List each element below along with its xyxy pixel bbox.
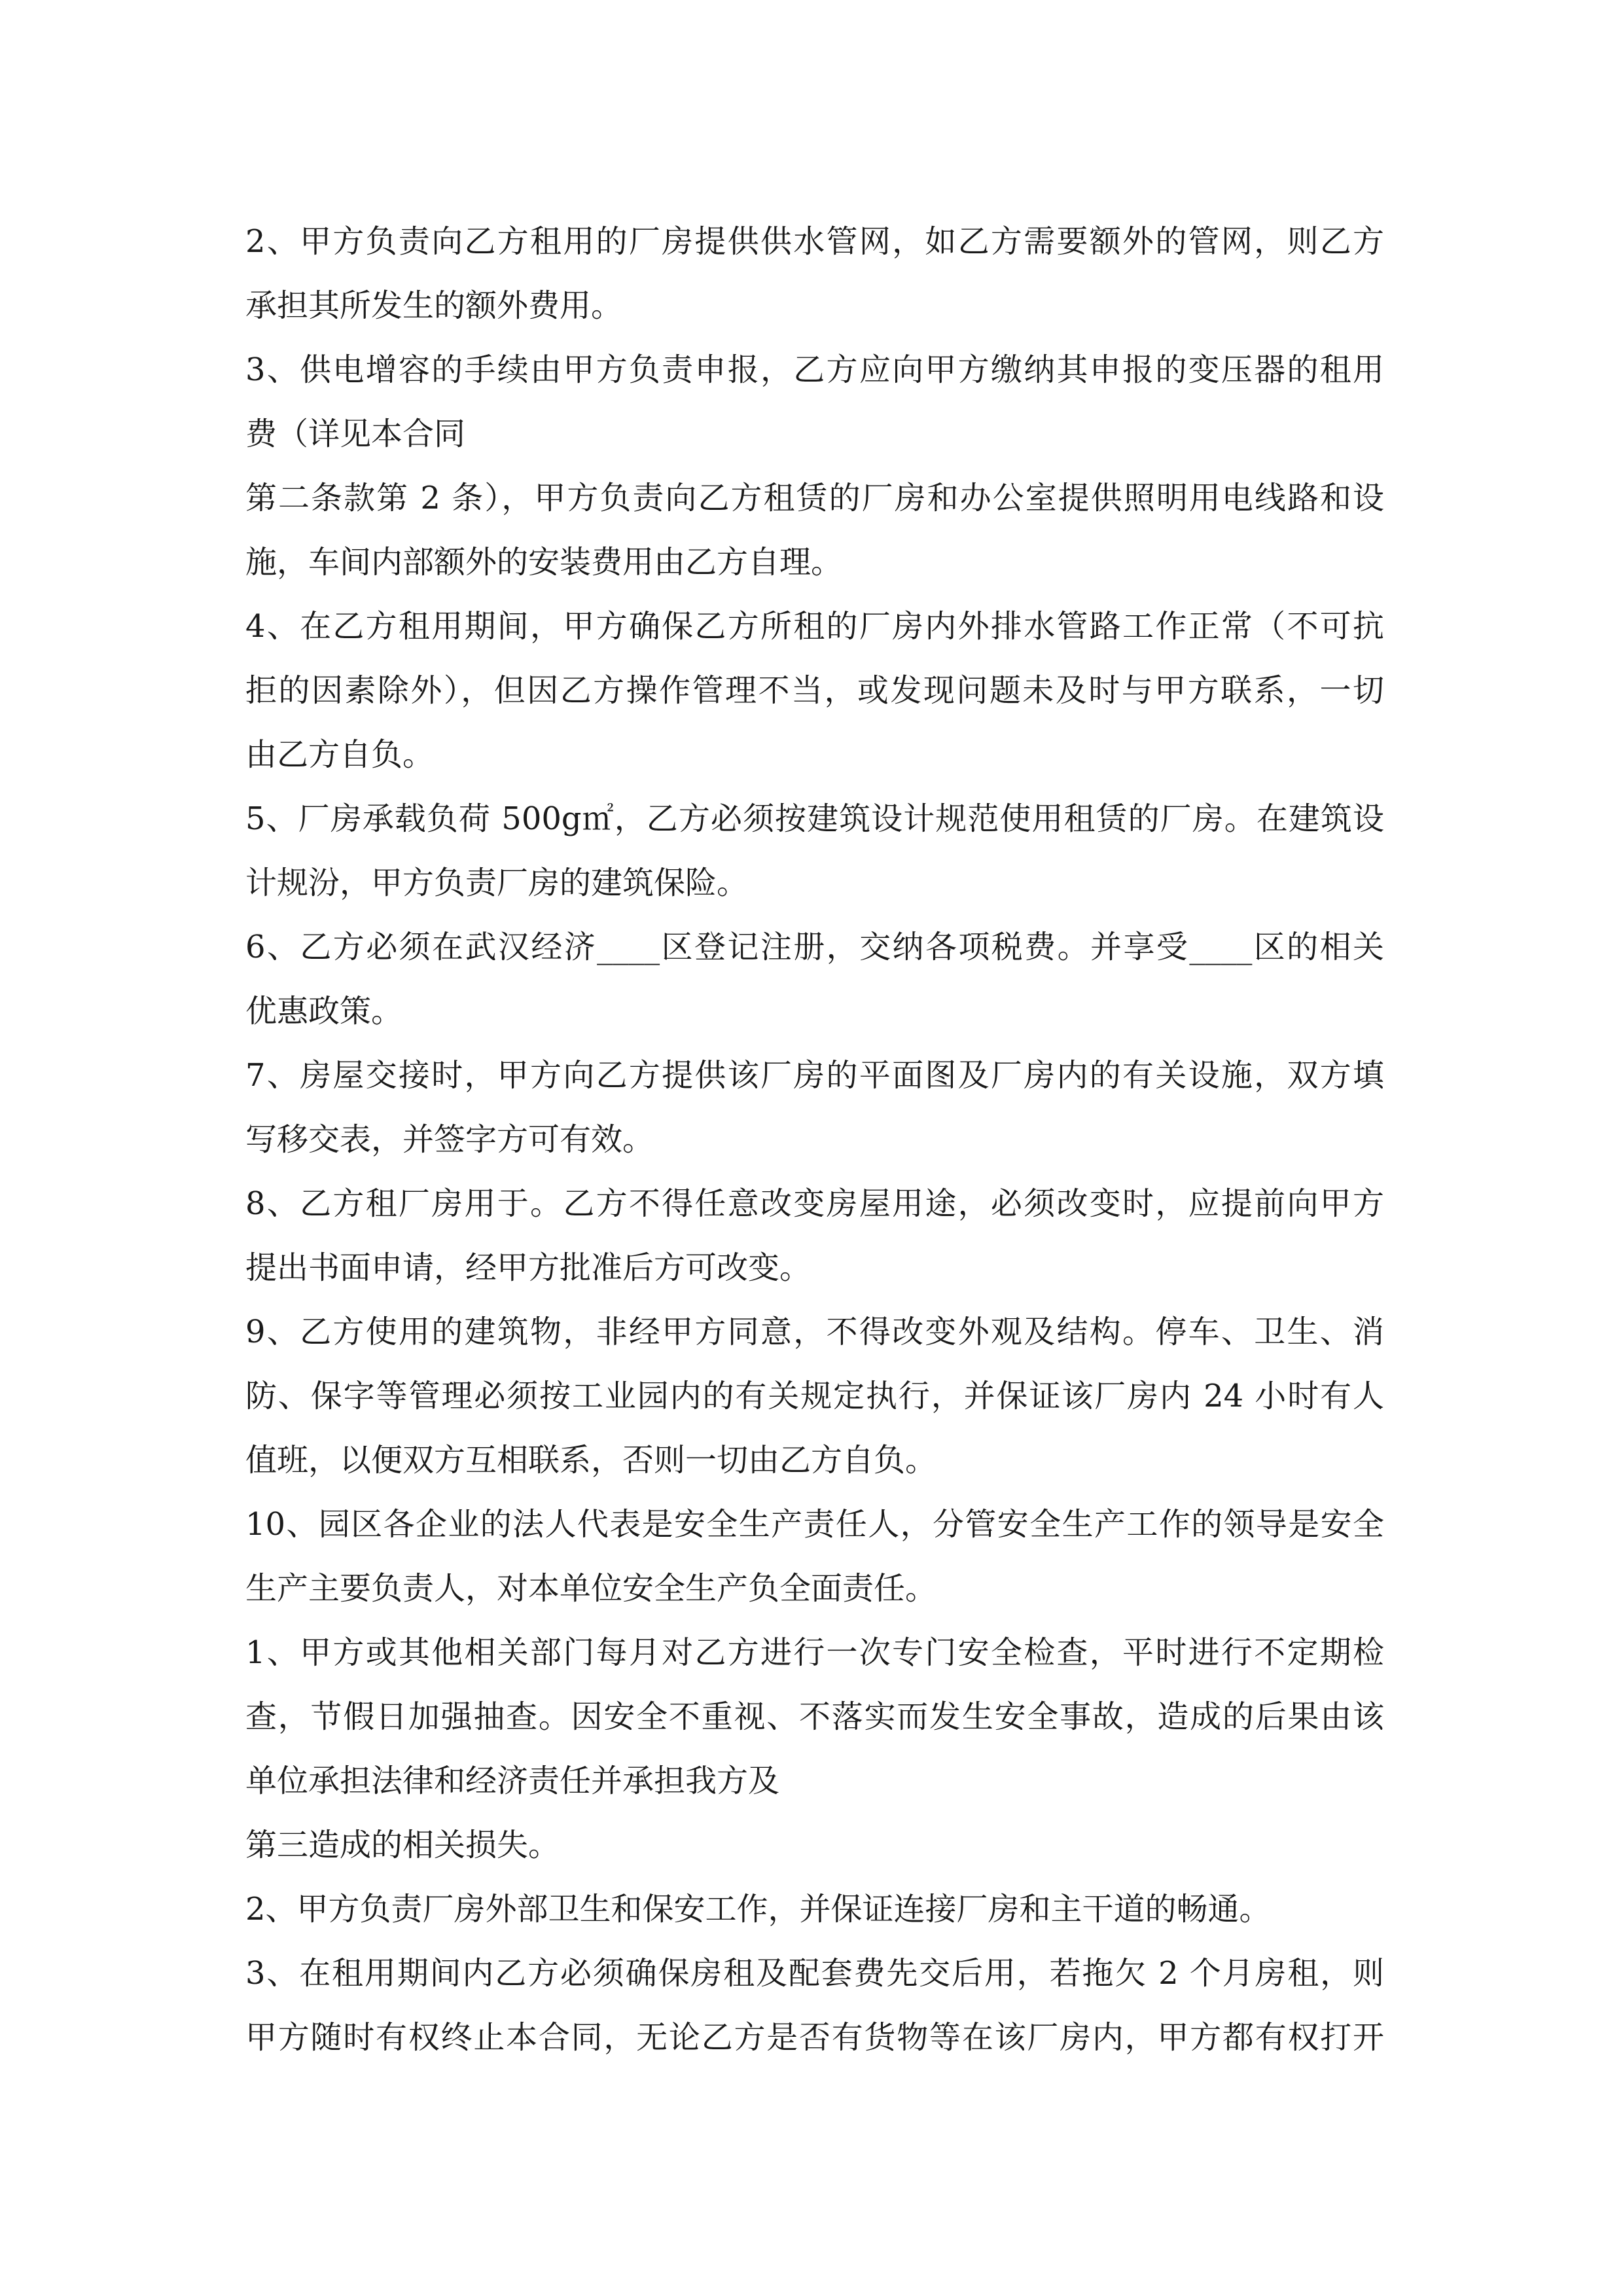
text-line-8: 拒的因素除外），但因乙方操作管理不当，或发现问题未及时与甲方联系，一切 (245, 672, 1384, 709)
text-line-26: 第三造成的相关损失。 (245, 1827, 560, 1863)
text-line-10: 5、厂房承载负荷 500g㎡，乙方必须按建筑设计规范使用租赁的厂房。在建筑设 (245, 800, 1384, 837)
text-line-18: 9、乙方使用的建筑物，非经甲方同意，不得改变外观及结构。停车、卫生、消 (245, 1314, 1384, 1350)
document-body (245, 209, 1384, 2070)
text-line-1: 2、甲方负责向乙方租用的厂房提供供水管网，如乙方需要额外的管网，则乙方 (245, 223, 1384, 260)
text-line-14: 7、房屋交接时，甲方向乙方提供该厂房的平面图及厂房内的有关设施，双方填 (245, 1057, 1384, 1094)
text-line-16: 8、乙方租厂房用于。乙方不得任意改变房屋用途，必须改变时，应提前向甲方 (245, 1185, 1384, 1222)
text-line-24: 查，节假日加强抽查。因安全不重视、不落实而发生安全事故，造成的后果由该 (245, 1698, 1384, 1735)
text-line-7: 4、在乙方租用期间，甲方确保乙方所租的厂房内外排水管路工作正常（不可抗 (245, 608, 1384, 645)
text-line-9: 由乙方自负。 (245, 736, 435, 773)
text-line-20: 值班，以便双方互相联系，否则一切由乙方自负。 (245, 1442, 937, 1479)
text-line-4: 费（详见本合同 (245, 416, 466, 452)
text-line-28: 3、在租用期间内乙方必须确保房租及配套费先交后用，若拖欠 2 个月房租，则 (245, 1955, 1384, 1992)
text-line-23: 1、甲方或其他相关部门每月对乙方进行一次专门安全检查，平时进行不定期检 (245, 1634, 1384, 1671)
text-line-21: 10、园区各企业的法人代表是安全生产责任人，分管安全生产工作的领导是安全 (245, 1506, 1384, 1543)
text-line-6: 施，车间内部额外的安装费用由乙方自理。 (245, 544, 843, 581)
text-line-19: 防、保字等管理必须按工业园内的有关规定执行，并保证该厂房内 24 小时有人 (245, 1378, 1384, 1414)
text-line-5: 第二条款第 2 条），甲方负责向乙方租赁的厂房和办公室提供照明用电线路和设 (245, 480, 1384, 516)
text-line-13: 优惠政策。 (245, 993, 403, 1030)
text-line-17: 提出书面申请，经甲方批准后方可改变。 (245, 1249, 812, 1286)
text-line-27: 2、甲方负责厂房外部卫生和保安工作，并保证连接厂房和主干道的畅通。 (245, 1891, 1271, 1928)
text-line-29: 甲方随时有权终止本合同，无论乙方是否有货物等在该厂房内，甲方都有权打开 (245, 2019, 1384, 2056)
text-line-25: 单位承担法律和经济责任并承担我方及 (245, 1763, 780, 1799)
text-line-22: 生产主要负责人，对本单位安全生产负全面责任。 (245, 1570, 937, 1607)
text-line-11: 计规汾，甲方负责厂房的建筑保险。 (245, 865, 749, 901)
text-line-12: 6、乙方必须在武汉经济____区登记注册，交纳各项税费。并享受____区的相关 (245, 929, 1384, 965)
text-line-3: 3、供电增容的手续由甲方负责申报，乙方应向甲方缴纳其申报的变压器的租用 (245, 351, 1384, 388)
text-line-15: 写移交表，并签字方可有效。 (245, 1121, 654, 1158)
text-line-2: 承担其所发生的额外费用。 (245, 287, 623, 324)
